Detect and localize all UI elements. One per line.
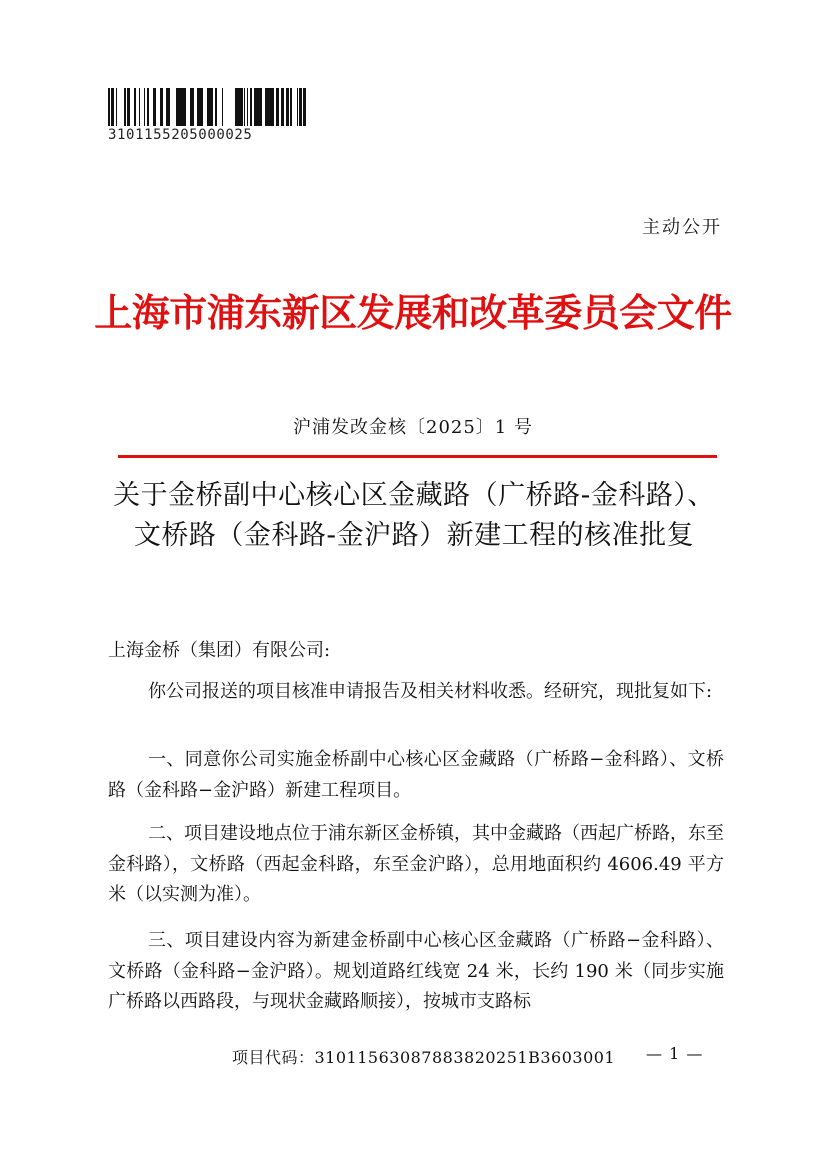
disclosure-label: 主动公开 xyxy=(642,217,722,238)
barcode-number: 3101155205000025 xyxy=(108,127,253,143)
body-paragraph: 一、同意你公司实施金桥副中心核心区金藏路（广桥路−金科路）、文桥路（金科路−金沪路）新建工程项目。 xyxy=(108,749,724,801)
body-paragraph: 你公司报送的项目核准申请报告及相关材料收悉。经研究，现批复如下: xyxy=(148,681,713,702)
red-separator-line xyxy=(118,455,717,458)
barcode-image xyxy=(108,88,306,126)
page-number: — 1 — xyxy=(646,1044,704,1063)
body-paragraph: 二、项目建设地点位于浦东新区金桥镇，其中金藏路（西起广桥路，东至金科路），文桥路（西起金科路，东至金沪路），总用地面积约 4606.49 平方米（以实测为准）。 xyxy=(108,823,724,905)
project-code: 项目代码：310115630878838202​51B3603001 xyxy=(232,1048,616,1067)
agency-title: 上海市浦东新区发展和改革委员会文件 xyxy=(94,290,732,335)
addressee: 上海金桥（集团）有限公司: xyxy=(108,640,331,661)
document-number: 沪浦发改金核〔2025〕1 号 xyxy=(293,417,533,438)
body-paragraph: 三、项目建设内容为新建金桥副中心核心区金藏路（广桥路−金科路）、文桥路（金科路−金沪路）。规划道路红线宽 24 米，长约 190 米（同步实施广桥路以西路段，与现状金藏路顺接），按城市支路标 xyxy=(108,930,724,1012)
document-subject: 关于金桥副中心核心区金藏路（广桥路-金科路）、文桥路（金科路-金沪路）新建工程的核准批复 xyxy=(113,480,715,551)
